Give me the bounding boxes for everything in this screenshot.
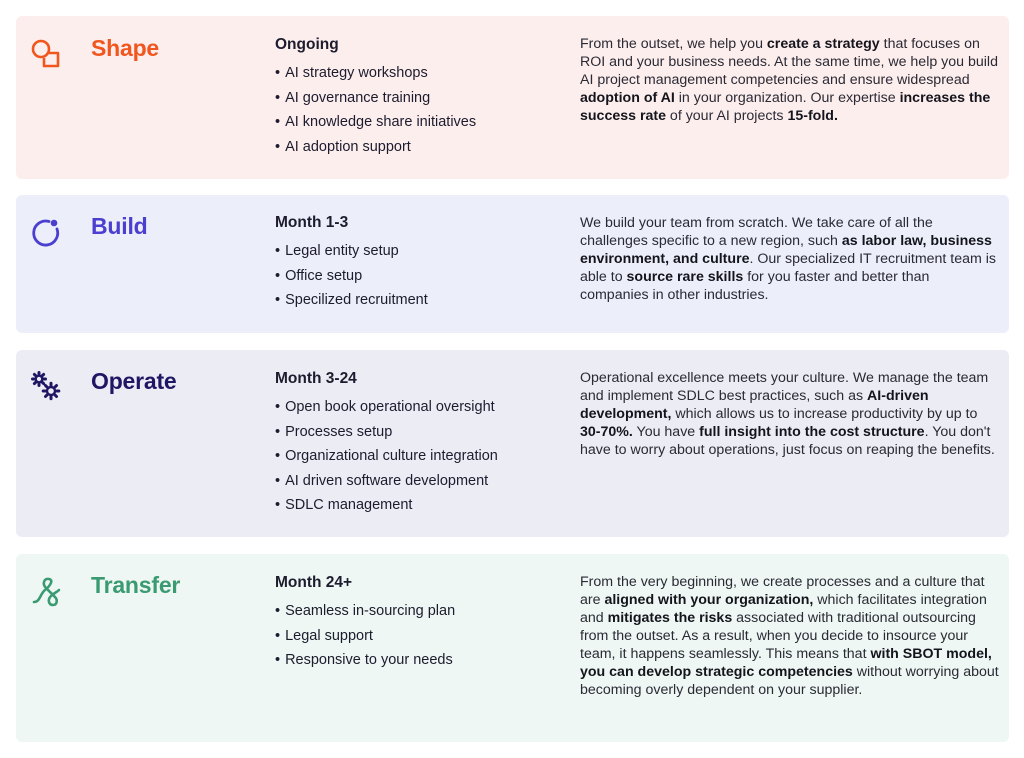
phase-items [275, 239, 565, 313]
emphasis-text: full insight into the cost structure [699, 424, 925, 440]
body-text: Operational excellence meets your culture. We manage the team and implement SDLC best practices, such as [580, 370, 989, 404]
phase-timeline: Ongoing [275, 36, 339, 53]
phase-items [275, 599, 565, 673]
phase-card-transfer [16, 554, 1009, 742]
phase-title: Operate [91, 368, 177, 394]
list-item: • Office setup [275, 264, 565, 289]
emphasis-text: with SBOT model, you can develop strategic competencies [580, 646, 992, 680]
list-item: • Specilized recruitment [275, 288, 565, 313]
list-item: • SDLC management [275, 493, 565, 518]
body-text: that focuses on ROI and your business needs. At the same time, we help you build AI project management competencies and ensure widespread [580, 36, 998, 88]
body-text: We build your team from scratch. We take care of all the challenges specific to a new region, such [580, 215, 933, 249]
phase-timeline: Month 1-3 [275, 214, 349, 231]
body-text: for you faster and better than companies in other industries. [580, 269, 930, 303]
phase-timeline: Month 24+ [275, 574, 353, 591]
emphasis-text: as labor law, business environment, and culture [580, 233, 992, 267]
list-item: • Processes setup [275, 420, 565, 445]
phase-card-build [16, 195, 1009, 333]
list-item: • Legal support [275, 624, 565, 649]
phase-items [275, 61, 565, 159]
emphasis-text: increases the success rate [580, 90, 991, 124]
phase-card-shape [16, 16, 1009, 179]
phase-description [580, 214, 1000, 304]
body-text: . You don't have to worry about operations, just focus on reaping the benefits. [580, 424, 995, 458]
phase-items [275, 395, 565, 518]
list-item: • AI governance training [275, 86, 565, 111]
body-text: which allows us to increase productivity by up to [671, 406, 978, 422]
body-text: From the very beginning, we create processes and a culture that are [580, 574, 985, 608]
gears-icon [30, 370, 62, 402]
body-text: From the outset, we help you [580, 36, 767, 52]
list-item: • AI adoption support [275, 135, 565, 160]
phase-timeline: Month 3-24 [275, 370, 357, 387]
list-item: • AI driven software development [275, 469, 565, 494]
emphasis-text: 15-fold. [787, 108, 838, 124]
emphasis-text: adoption of AI [580, 90, 675, 106]
phase-title: Transfer [91, 572, 181, 598]
list-item: • Seamless in-sourcing plan [275, 599, 565, 624]
body-text: associated with traditional outsourcing from the outset. As a result, when you decide to insource your team, it happens seamlessly. This means that [580, 610, 976, 662]
list-item: • AI strategy workshops [275, 61, 565, 86]
body-text: of your AI projects [665, 108, 788, 124]
body-text: in your organization. Our expertise [674, 90, 900, 106]
phase-description [580, 35, 1000, 125]
list-item: • Open book operational oversight [275, 395, 565, 420]
emphasis-text: aligned with your organization, [604, 592, 814, 608]
circle-dot-icon [30, 216, 62, 248]
emphasis-text: source rare skills [626, 269, 744, 285]
phase-description [580, 573, 1000, 699]
emphasis-text: create a strategy [766, 36, 880, 52]
phase-title: Build [91, 213, 148, 239]
emphasis-text: 30-70%. [580, 424, 633, 440]
shapes-icon [30, 38, 62, 70]
body-text: without worrying about becoming overly dependent on your supplier. [580, 664, 999, 698]
body-text: which facilitates integration and [580, 592, 987, 626]
list-item: • Organizational culture integration [275, 444, 565, 469]
emphasis-text: mitigates the risks [607, 610, 733, 626]
list-item: • Responsive to your needs [275, 648, 565, 673]
phase-description [580, 369, 1000, 459]
body-text: . Our specialized IT recruitment team is able to [580, 251, 997, 285]
emphasis-text: AI-driven development, [580, 388, 929, 422]
body-text: You have [632, 424, 700, 440]
list-item: • AI knowledge share initiatives [275, 110, 565, 135]
phase-card-operate [16, 350, 1009, 537]
phase-title: Shape [91, 35, 160, 61]
transfer-loop-icon [30, 576, 62, 608]
list-item: • Legal entity setup [275, 239, 565, 264]
